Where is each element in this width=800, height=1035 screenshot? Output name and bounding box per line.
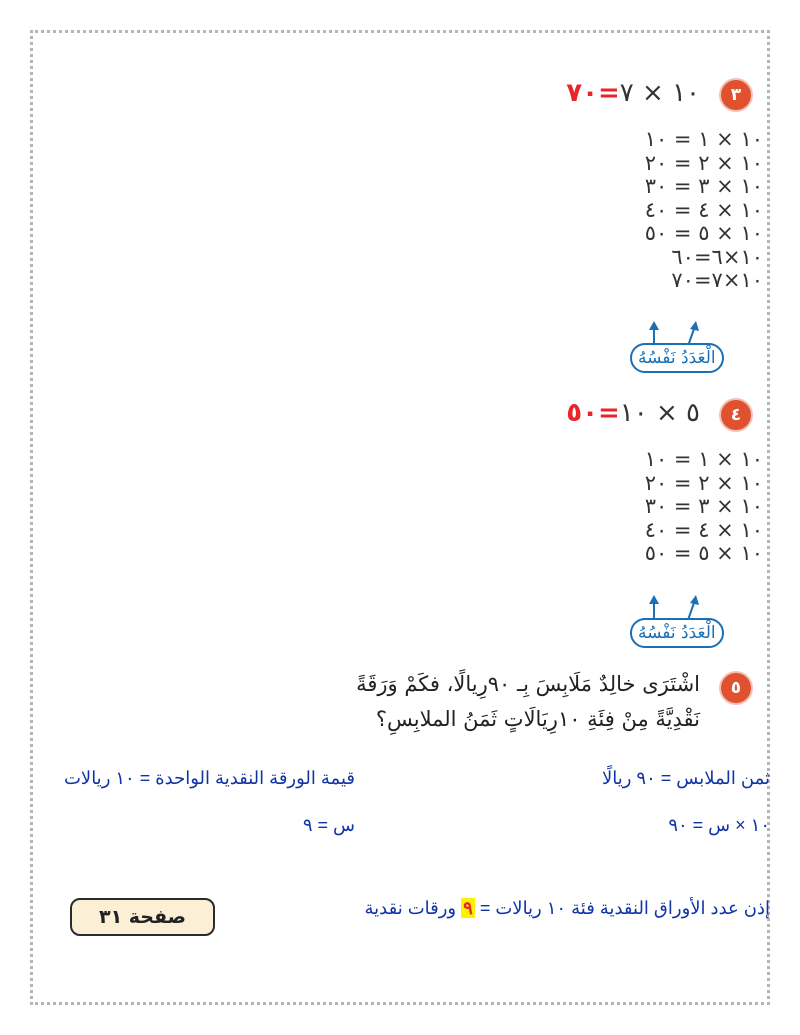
answer-number: ٩	[463, 898, 473, 918]
question-4-multiplication-list	[645, 448, 763, 566]
final-answer: إذن عدد الأوراق النقدية فئة ١٠ ريالات = ٩ ورقات نقدية	[364, 898, 770, 918]
question-3-equation: ١٠ × ٧=٧٠	[566, 78, 700, 108]
same-number-label: الْعَدَدُ نَفْسُهُ	[630, 618, 724, 648]
note-value: قيمة الورقة النقدية الواحدة = ١٠ ريالات	[63, 768, 355, 788]
question-5-text-line-1: اشْتَرَى خالِدٌ مَلَابِسَ بِـ ٩٠رِيالًا، فكَمْ وَرَقَةً	[356, 672, 700, 696]
table-row: ١٠×٦=٦٠	[671, 244, 763, 269]
table-row: ١٠ × ٢ = ٢٠	[644, 150, 763, 175]
same-number-label: الْعَدَدُ نَفْسُهُ	[630, 343, 724, 373]
question-3-badge: ٣	[721, 80, 751, 110]
x-value: س = ٩	[302, 815, 355, 835]
table-row: ١٠ × ١ = ١٠	[644, 447, 763, 471]
table-row: ١٠ × ٥ = ٥٠	[644, 541, 763, 565]
question-3-multiplication-list	[645, 128, 763, 293]
solution-equation: ١٠ × س = ٩٠	[668, 815, 770, 835]
table-row: ١٠ × ٥ = ٥٠	[644, 221, 763, 245]
table-row: ١٠ × ٤ = ٤٠	[644, 197, 763, 222]
table-row: ١٠×٧=٧٠	[671, 268, 763, 292]
page-number-label: صفحة ٣١	[70, 898, 215, 936]
table-row: ١٠ × ٤ = ٤٠	[644, 517, 763, 542]
question-4-equation: ٥ × ١٠=٥٠	[566, 398, 700, 428]
table-row: ١٠ × ١ = ١٠	[644, 127, 763, 151]
table-row: ١٠ × ٣ = ٣٠	[644, 174, 763, 198]
question-5-text-line-2: نَقْدِيَّةً مِنْ فِئَةِ ١٠رِيَالَاتٍ ثَمَنُ الملابِسِ؟	[375, 707, 700, 731]
question-4-badge: ٤	[721, 400, 751, 430]
table-row: ١٠ × ٣ = ٣٠	[644, 494, 763, 518]
clothes-price: ثمن الملابس = ٩٠ ريالًا	[601, 768, 770, 788]
question-5-badge: ٥	[721, 673, 751, 703]
table-row: ١٠ × ٢ = ٢٠	[644, 470, 763, 495]
